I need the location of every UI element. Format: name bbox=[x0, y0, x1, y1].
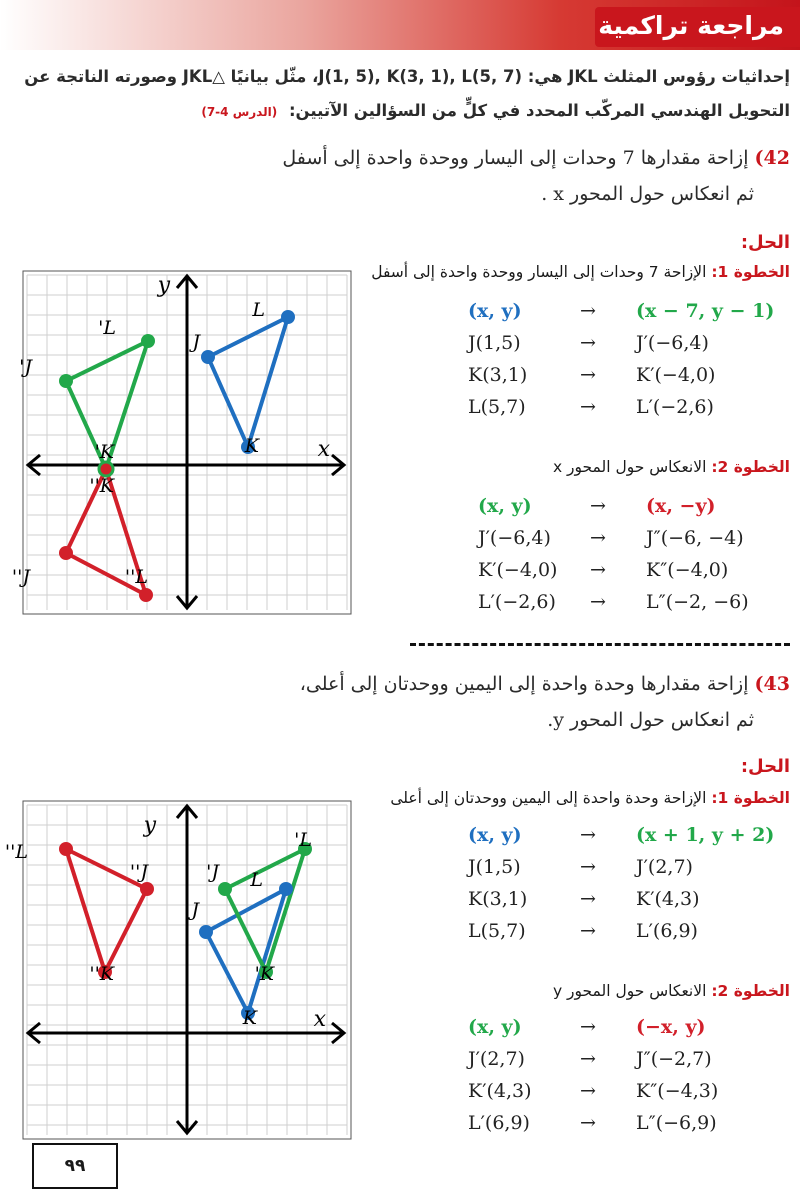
step-1-text: الإزاحة 7 وحدات إلى اليسار ووحدة واحدة إلى أسفل bbox=[371, 263, 707, 281]
page-title: مراجعة تراكمية bbox=[598, 11, 784, 40]
lesson-reference: (الدرس 4-7) bbox=[201, 105, 278, 119]
q43-reflection-table: (x, y) → (−x, y) J′(2,7) → J″(−2,7) K′(4,3) → K″(−4,3) L′(6,9) → L″(−6,9) bbox=[468, 1016, 719, 1134]
question-43-line-1: إزاحة مقدارها وحدة واحدة إلى اليمين ووحدتان إلى أعلى، bbox=[299, 673, 749, 695]
label-k-double-prime: K'' bbox=[89, 963, 114, 985]
x-axis-label: x bbox=[313, 1007, 326, 1032]
label-l-prime: L' bbox=[98, 317, 116, 339]
graph-q42 bbox=[11, 270, 352, 615]
q42-translation-table: (x, y) → (x − 7, y − 1) J(1,5) → J′(−6,4) K(3,1) → K′(−4,0) L(5,7) → L′(−2,6) bbox=[468, 300, 775, 418]
q43-step-2: الخطوة 2: الانعكاس حول المحور y bbox=[552, 982, 790, 1000]
point-l-prime bbox=[141, 334, 155, 348]
intro-line-2: التحويل الهندسي المركّب المحدد في كلٍّ من السؤالين الآتيين: (الدرس 4-7) bbox=[201, 101, 790, 120]
page-number: ٩٩ bbox=[32, 1143, 118, 1189]
point-l-double-prime bbox=[59, 842, 73, 856]
intro-text bbox=[0, 60, 790, 129]
question-42-number: 42) bbox=[754, 147, 790, 169]
question-43-line-2: ثم انعكاس حول المحور y. bbox=[547, 709, 754, 731]
step-1-label: الخطوة 1: bbox=[711, 263, 790, 281]
question-43-number: 43) bbox=[754, 673, 790, 695]
point-j-prime bbox=[218, 882, 232, 896]
label-j-prime: J' bbox=[19, 356, 32, 378]
label-l-double-prime: L'' bbox=[124, 566, 148, 588]
point-j-double-prime bbox=[140, 882, 154, 896]
label-l-double-prime: L'' bbox=[4, 841, 28, 863]
q42-step-2: الخطوة 2: الانعكاس حول المحور x bbox=[552, 458, 790, 476]
section-separator bbox=[410, 643, 790, 646]
solution-label-43: الحل: bbox=[740, 756, 790, 777]
triangle-jkl bbox=[208, 317, 288, 447]
label-k: K bbox=[242, 1007, 257, 1029]
q43-step-1: الخطوة 1: الإزاحة وحدة واحدة إلى اليمين ووحدتان إلى أعلى bbox=[390, 789, 790, 807]
graph-q43 bbox=[4, 800, 352, 1140]
point-j bbox=[199, 925, 213, 939]
point-j bbox=[201, 350, 215, 364]
question-43 bbox=[50, 666, 790, 738]
point-j-prime bbox=[59, 374, 73, 388]
q42-step-1 bbox=[371, 263, 790, 281]
point-j-double-prime bbox=[59, 546, 73, 560]
question-42-line-1: إزاحة مقدارها 7 وحدات إلى اليسار ووحدة واحدة إلى أسفل bbox=[282, 147, 749, 169]
label-j-double-prime: J'' bbox=[11, 566, 30, 588]
y-axis-label: y bbox=[143, 813, 156, 838]
question-42 bbox=[50, 140, 790, 212]
label-l: L bbox=[250, 869, 263, 891]
label-j-prime: J' bbox=[206, 861, 219, 883]
question-42-line-2: ثم انعكاس حول المحور x . bbox=[541, 183, 754, 205]
label-k: K bbox=[244, 435, 259, 457]
label-l-prime: L' bbox=[294, 829, 312, 851]
label-j: J bbox=[191, 899, 199, 921]
point-k-prime bbox=[99, 462, 113, 476]
label-l: L bbox=[252, 299, 265, 321]
label-j-double-prime: J'' bbox=[129, 861, 148, 883]
q42-reflection-table: (x, y) → (x, −y) J′(−6,4) → J″(−6, −4) K′(−4,0) → K″(−4,0) L′(−2,6) → L″(−2, −6) bbox=[478, 495, 749, 613]
point-l bbox=[279, 882, 293, 896]
intro-line-1: إحداثيات رؤوس المثلث JKL هي: J(1, 5), K(3, 1), L(5, 7)، مثّل بيانيًا △JKL وصورته الناتجة عن bbox=[24, 67, 790, 86]
y-axis-label: y bbox=[157, 273, 170, 298]
x-axis-label: x bbox=[317, 437, 330, 462]
label-k-prime: K' bbox=[94, 441, 114, 463]
point-l bbox=[281, 310, 295, 324]
q43-translation-table: (x, y) → (x + 1, y + 2) J(1,5) → J′(2,7) K(3,1) → K′(4,3) L(5,7) → L′(6,9) bbox=[468, 824, 775, 942]
label-k-double-prime: K'' bbox=[89, 475, 114, 497]
label-k-prime: K' bbox=[254, 963, 274, 985]
point-l-double-prime bbox=[139, 588, 153, 602]
label-j: J bbox=[192, 331, 200, 353]
solution-label-42: الحل: bbox=[740, 232, 790, 253]
